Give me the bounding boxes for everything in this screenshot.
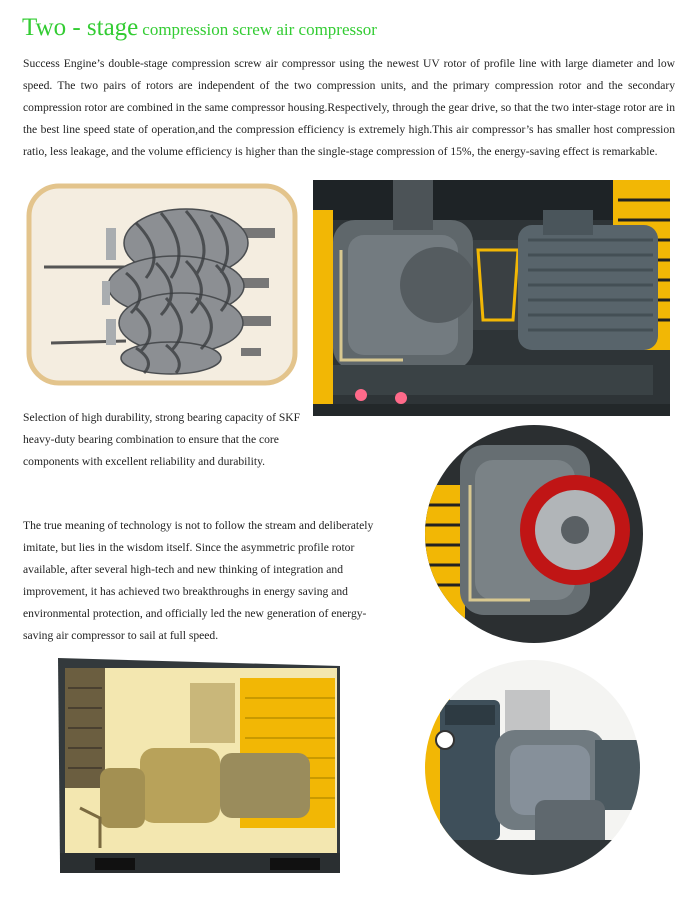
technology-paragraph: The true meaning of technology is not to follow the stream and deliberately imitate, but lies in the wisdom itself. Since the asymmetric profile rotor available, after several high-tech and new thinking of integration and improvement, it has achieved two breakthroughs in energy saving and environmental protection, and officially led the new generation of energy-saving air compressor to sail at full speed. [23, 519, 374, 642]
cutaway-compressor-unit-image [40, 658, 340, 873]
airend-closeup-photo [425, 425, 643, 643]
compressor-assembly-photo [425, 660, 640, 875]
intro-paragraph: Success Engine’s double-stage compression screw air compressor using the newest UV rotor of profile line with large diameter and low speed. The two pairs of rotors are independent of the two compression units, and the primary compression rotor and the secondary compression rotor are combined in the same compressor housing.Respectively, through the gear drive, so that the two inter-stage rotor are in the best line speed state of operation,and the compression efficiency is extremely high.This air compressor’s has smaller host compression ratio, less leakage, and the volume efficiency is higher than the single-stage compression of 15%, the energy-saving effect is remarkable. [23, 57, 675, 158]
rotor-pair-image [26, 183, 298, 386]
compressor-motor-photo [313, 180, 670, 416]
page-title [22, 14, 377, 42]
title-sub: compression screw air compressor [142, 20, 377, 39]
bearing-paragraph: Selection of high durability, strong bearing capacity of SKF heavy-duty bearing combination to ensure that the core components with excellent reliability and durability. [23, 411, 301, 468]
title-main: Two - stage [22, 14, 139, 41]
